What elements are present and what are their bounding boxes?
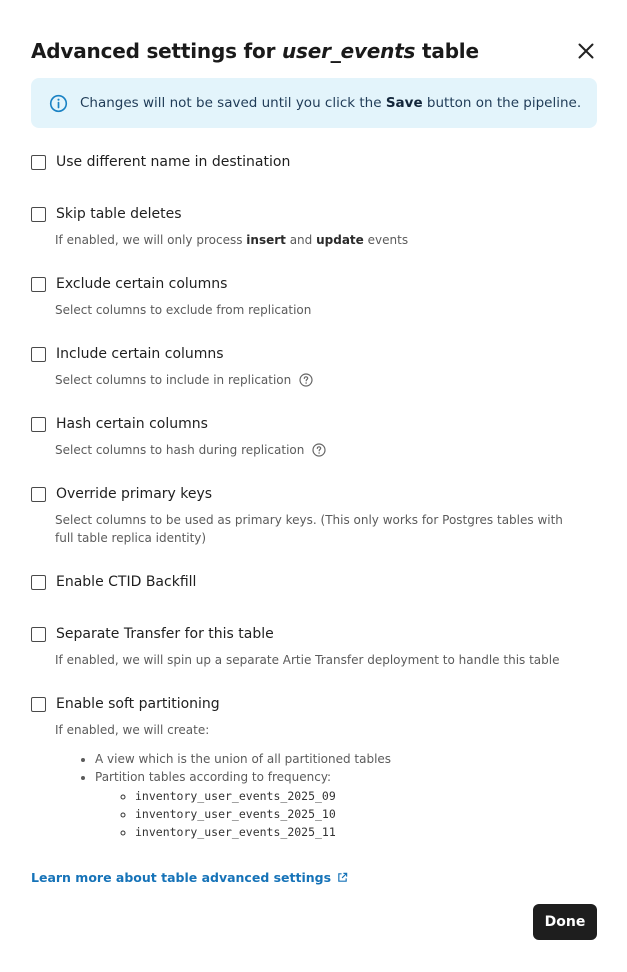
banner-text bbox=[80, 95, 581, 111]
option-soft-partitioning bbox=[31, 694, 597, 841]
option-label: Hash certain columns bbox=[56, 416, 208, 432]
desc-text: If enabled, we will only process bbox=[55, 233, 243, 247]
learn-more-text: Learn more about table advanced settings bbox=[31, 870, 332, 885]
banner-text-save: Save bbox=[385, 95, 423, 111]
option-primary-keys bbox=[31, 484, 597, 547]
option-exclude-columns bbox=[31, 274, 597, 319]
help-icon[interactable] bbox=[312, 443, 326, 457]
info-banner bbox=[31, 78, 597, 128]
option-ctid-backfill bbox=[31, 572, 597, 592]
desc-text: Select columns to hash during replication bbox=[55, 443, 305, 457]
checkbox-ctid-backfill[interactable] bbox=[31, 575, 46, 590]
option-separate-transfer bbox=[31, 624, 597, 669]
option-description: If enabled, we will spin up a separate Artie Transfer deployment to handle this table bbox=[55, 653, 560, 667]
dialog-title bbox=[31, 39, 479, 63]
option-label: Use different name in destination bbox=[56, 154, 291, 170]
option-description bbox=[55, 441, 597, 459]
checkbox-skip-deletes[interactable] bbox=[31, 207, 46, 222]
option-hash-columns bbox=[31, 414, 597, 459]
option-description bbox=[55, 231, 597, 249]
option-different-name bbox=[31, 152, 597, 172]
done-button[interactable]: Done bbox=[533, 904, 597, 940]
option-label: Exclude certain columns bbox=[56, 276, 228, 292]
external-link-icon bbox=[337, 872, 348, 883]
checkbox-different-name[interactable] bbox=[31, 155, 46, 170]
partition-info-list bbox=[71, 750, 597, 841]
option-description: Select columns to be used as primary keys. (This only works for Postgres tables with full table replica identity) bbox=[55, 513, 563, 545]
partition-table-name: ◦ inventory_user_events_2025_09 bbox=[135, 787, 597, 805]
desc-text: Select columns to include in replication bbox=[55, 373, 292, 387]
title-suffix: table bbox=[422, 39, 479, 63]
checkbox-exclude-columns[interactable] bbox=[31, 277, 46, 292]
desc-text: and bbox=[289, 233, 313, 247]
checkbox-hash-columns[interactable] bbox=[31, 417, 46, 432]
option-label: Separate Transfer for this table bbox=[56, 626, 274, 642]
option-description: If enabled, we will create: bbox=[55, 723, 210, 737]
desc-update: update bbox=[316, 233, 364, 247]
learn-more-link[interactable] bbox=[31, 870, 348, 885]
option-description bbox=[55, 371, 597, 389]
list-item-text: Partition tables according to frequency: bbox=[95, 770, 332, 784]
help-icon[interactable] bbox=[299, 373, 313, 387]
close-icon bbox=[578, 43, 594, 59]
option-label: Enable soft partitioning bbox=[56, 696, 220, 712]
option-label: Override primary keys bbox=[56, 486, 213, 502]
option-description: Select columns to exclude from replication bbox=[55, 303, 312, 317]
option-label: Enable CTID Backfill bbox=[56, 574, 197, 590]
partition-table-name: ◦ inventory_user_events_2025_10 bbox=[135, 805, 597, 823]
option-skip-deletes bbox=[31, 204, 597, 249]
table-name: user_events bbox=[282, 39, 416, 63]
info-icon bbox=[49, 94, 68, 113]
partition-table-name: ◦ inventory_user_events_2025_11 bbox=[135, 823, 597, 841]
desc-insert: insert bbox=[246, 233, 286, 247]
checkbox-include-columns[interactable] bbox=[31, 347, 46, 362]
checkbox-primary-keys[interactable] bbox=[31, 487, 46, 502]
banner-text-after: button on the pipeline. bbox=[426, 95, 582, 111]
list-item bbox=[95, 768, 597, 841]
title-prefix: Advanced settings for bbox=[31, 39, 276, 63]
checkbox-soft-partitioning[interactable] bbox=[31, 697, 46, 712]
option-label: Include certain columns bbox=[56, 346, 224, 362]
option-include-columns bbox=[31, 344, 597, 389]
close-button[interactable] bbox=[575, 40, 597, 62]
list-item: • A view which is the union of all partitioned tables bbox=[95, 750, 597, 768]
partition-table-list bbox=[111, 787, 597, 841]
checkbox-separate-transfer[interactable] bbox=[31, 627, 46, 642]
desc-text: events bbox=[367, 233, 409, 247]
dialog-header bbox=[31, 36, 597, 66]
banner-text-before: Changes will not be saved until you click the bbox=[80, 95, 382, 111]
option-label: Skip table deletes bbox=[56, 206, 182, 222]
